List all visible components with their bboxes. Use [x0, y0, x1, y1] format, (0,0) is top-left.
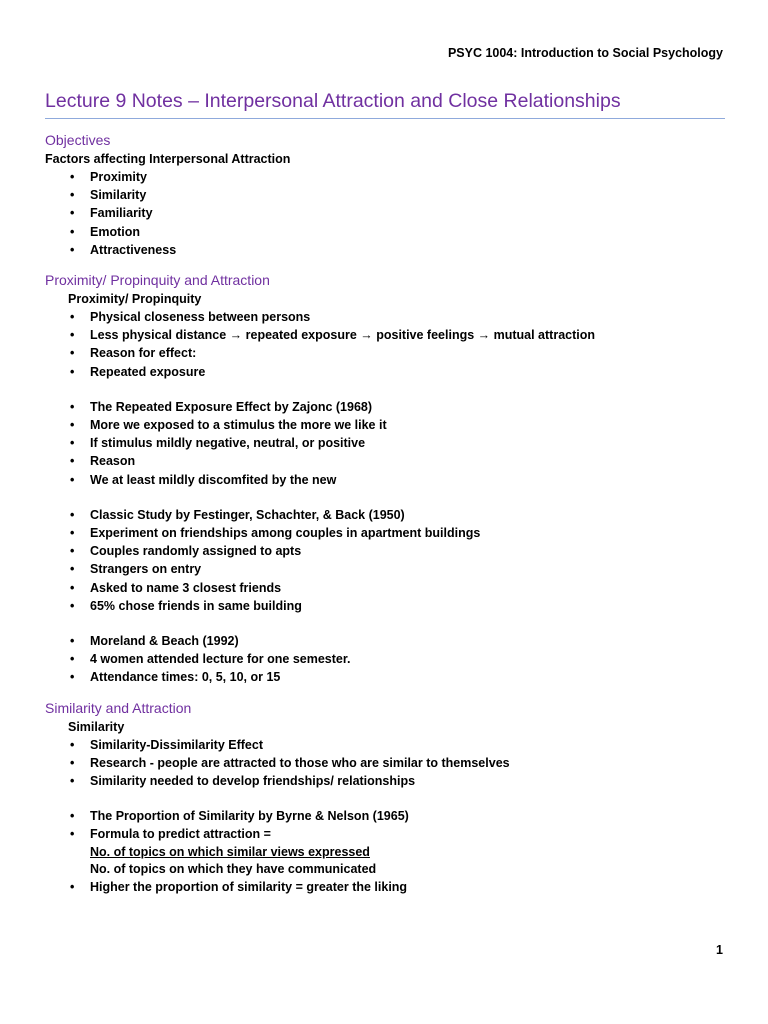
spacer — [45, 381, 735, 398]
spacer — [45, 615, 735, 632]
list-item: • Proximity — [45, 168, 735, 186]
spacer — [45, 489, 735, 506]
list-item: • If stimulus mildly negative, neutral, or positive — [45, 434, 735, 452]
list-item: • Higher the proportion of similarity = greater the liking — [45, 878, 735, 896]
list-item: • Familiarity — [45, 204, 735, 222]
list-item: • Similarity needed to develop friendships/ relationships — [45, 772, 735, 790]
list-item: • Experiment on friendships among couples in apartment buildings — [45, 524, 735, 542]
list-item: • Physical closeness between persons — [45, 308, 735, 326]
list-item: • Less physical distance → repeated exposure → positive feelings → mutual attraction — [45, 326, 735, 344]
similarity-subheading: Similarity — [68, 719, 125, 734]
list-item: • Formula to predict attraction = — [45, 825, 735, 843]
list-item: • Reason — [45, 452, 735, 470]
list-item: • Couples randomly assigned to apts — [45, 542, 735, 560]
objectives-heading: Objectives — [45, 132, 111, 148]
similarity-list-2 — [45, 807, 735, 843]
list-item: • 4 women attended lecture for one semester. — [45, 650, 735, 668]
similarity-heading: Similarity and Attraction — [45, 699, 192, 716]
list-item: • Classic Study by Festinger, Schachter, & Back (1950) — [45, 506, 735, 524]
proximity-subheading: Proximity/ Propinquity — [68, 292, 202, 307]
document-title: Lecture 9 Notes – Interpersonal Attraction and Close Relationships — [45, 90, 725, 119]
proximity-list-2 — [45, 398, 735, 489]
proximity-list-4 — [45, 632, 735, 687]
list-item: • The Repeated Exposure Effect by Zajonc (1968) — [45, 398, 735, 416]
list-item: • Asked to name 3 closest friends — [45, 579, 735, 597]
list-item: • Attendance times: 0, 5, 10, or 15 — [45, 668, 735, 686]
list-item: • We at least mildly discomfited by the new — [45, 471, 735, 489]
spacer — [45, 790, 735, 807]
similarity-list-3 — [45, 878, 735, 896]
list-item: • The Proportion of Similarity by Byrne & Nelson (1965) — [45, 807, 735, 825]
proximity-heading: Proximity/ Propinquity and Attraction — [45, 272, 270, 289]
proximity-list-1 — [45, 308, 735, 381]
proximity-list-3 — [45, 506, 735, 615]
list-item: • Emotion — [45, 223, 735, 241]
list-item: • Strangers on entry — [45, 560, 735, 578]
list-item: • Similarity-Dissimilarity Effect — [45, 736, 735, 754]
list-item: • Reason for effect: — [45, 344, 735, 362]
list-item: • More we exposed to a stimulus the more we like it — [45, 416, 735, 434]
objectives-subheading: Factors affecting Interpersonal Attraction — [45, 152, 291, 166]
formula-numerator: No. of topics on which similar views expressed — [90, 844, 370, 859]
formula-denominator: No. of topics on which they have communicated — [90, 861, 377, 876]
document-body — [45, 131, 735, 896]
similarity-list-1 — [45, 736, 735, 791]
list-item: • 65% chose friends in same building — [45, 597, 735, 615]
course-header: PSYC 1004: Introduction to Social Psychology — [447, 46, 723, 60]
page-number: 1 — [716, 943, 723, 957]
list-item: • Moreland & Beach (1992) — [45, 632, 735, 650]
list-item: • Research - people are attracted to those who are similar to themselves — [45, 754, 735, 772]
list-item: • Repeated exposure — [45, 363, 735, 381]
objectives-list — [45, 168, 735, 259]
list-item: • Attractiveness — [45, 241, 735, 259]
list-item: • Similarity — [45, 186, 735, 204]
